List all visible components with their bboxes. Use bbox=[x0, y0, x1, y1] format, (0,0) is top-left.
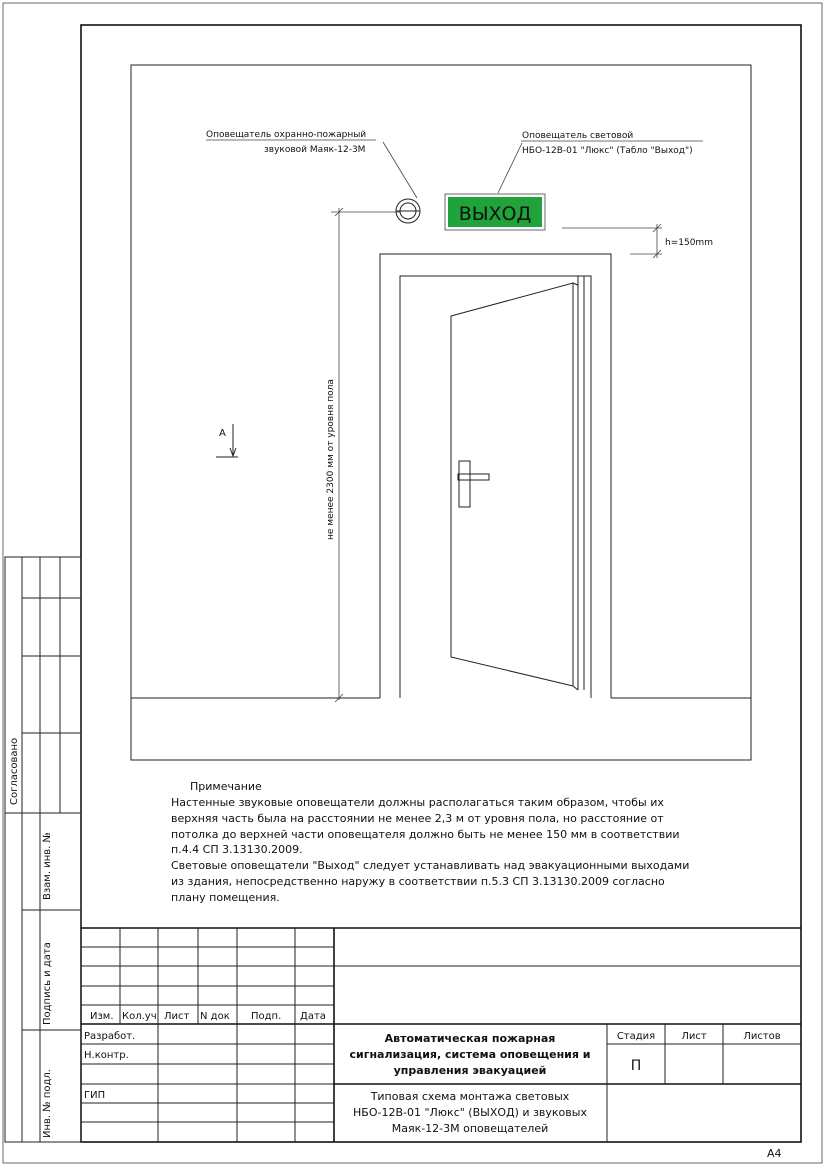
drawing-title-3: Маяк-12-3М оповещателей bbox=[391, 1122, 549, 1135]
drawing-title-1: Типовая схема монтажа световых bbox=[370, 1090, 570, 1103]
wall-elevation bbox=[131, 65, 751, 760]
drawing-title-2: НБО-12В-01 "Люкс" (ВЫХОД) и звуковых bbox=[353, 1106, 587, 1119]
height-dimension bbox=[326, 208, 400, 702]
sheet-edge bbox=[3, 3, 822, 1163]
role-gip: ГИП bbox=[84, 1090, 106, 1101]
light-device-label-1: Оповещатель световой bbox=[522, 131, 634, 141]
note-line-7: плану помещения. bbox=[171, 891, 280, 904]
sound-alarm-device bbox=[383, 142, 420, 223]
col-header-podp: Подп. bbox=[251, 1011, 282, 1022]
format-label: А4 bbox=[767, 1147, 782, 1160]
note-block bbox=[171, 780, 689, 904]
door-handle bbox=[458, 461, 489, 507]
note-line-5: Световые оповещатели "Выход" следует устанавливать над эвакуационными выходами bbox=[171, 859, 690, 872]
col-header-ndok: N док bbox=[200, 1011, 230, 1022]
h150-text: h=150mm bbox=[665, 238, 713, 248]
note-title: Примечание bbox=[190, 780, 262, 793]
note-line-3: потолка до верхней части оповещателя должно быть не менее 150 мм в соответствии bbox=[171, 828, 680, 841]
role-norm-control: Н.контр. bbox=[84, 1050, 129, 1061]
note-line-1: Настенные звуковые оповещатели должны располагаться таким образом, чтобы их bbox=[171, 796, 664, 809]
wall-outline bbox=[131, 65, 751, 760]
exit-sign-text: ВЫХОД bbox=[458, 203, 532, 225]
project-title-3: управления эвакуацией bbox=[393, 1064, 547, 1077]
role-developer: Разработ. bbox=[84, 1031, 136, 1042]
height-dimension-text: не менее 2300 мм от уровня пола bbox=[326, 379, 336, 540]
col-header-izm: Изм. bbox=[90, 1011, 114, 1022]
callouts bbox=[206, 130, 703, 156]
view-marker bbox=[216, 424, 238, 457]
sheet-header: Лист bbox=[681, 1031, 707, 1042]
col-header-list: Лист bbox=[164, 1011, 190, 1022]
note-line-4: п.4.4 СП 3.13130.2009. bbox=[171, 843, 303, 856]
replace-inv-label: Взам. инв. № bbox=[42, 832, 53, 900]
stage-header: Стадия bbox=[616, 1031, 656, 1042]
h150-dimension bbox=[562, 224, 713, 258]
project-title-2: сигнализация, система оповещения и bbox=[349, 1048, 591, 1061]
light-device-label-2: НБО-12В-01 "Люкс" (Табло "Выход") bbox=[522, 146, 693, 156]
sound-device-label-1: Оповещатель охранно-пожарный bbox=[206, 130, 367, 140]
agreed-label: Согласовано bbox=[9, 737, 20, 805]
door-frame bbox=[380, 254, 611, 698]
left-stamp bbox=[5, 557, 81, 1142]
note-line-6: из здания, непосредственно наружу в соответствии п.5.3 СП 3.13130.2009 согласно bbox=[171, 875, 665, 888]
col-header-data: Дата bbox=[300, 1011, 326, 1022]
sign-date-label: Подпись и дата bbox=[42, 942, 53, 1025]
col-header-kol: Кол.уч bbox=[122, 1011, 157, 1022]
project-title-1: Автоматическая пожарная bbox=[384, 1032, 556, 1045]
title-block bbox=[81, 928, 801, 1142]
note-line-2: верхняя часть была на расстоянии не менее 2,3 м от уровня пола, но расстояние от bbox=[171, 812, 664, 825]
inv-orig-label: Инв. № подл. bbox=[42, 1069, 53, 1138]
exit-sign bbox=[445, 143, 545, 230]
sheets-header: Листов bbox=[743, 1031, 781, 1042]
drawing-frame bbox=[81, 25, 801, 1142]
view-marker-letter: А bbox=[219, 428, 226, 439]
stage-value: П bbox=[630, 1058, 642, 1074]
sound-device-label-2: звуковой Маяк-12-3М bbox=[264, 145, 366, 155]
